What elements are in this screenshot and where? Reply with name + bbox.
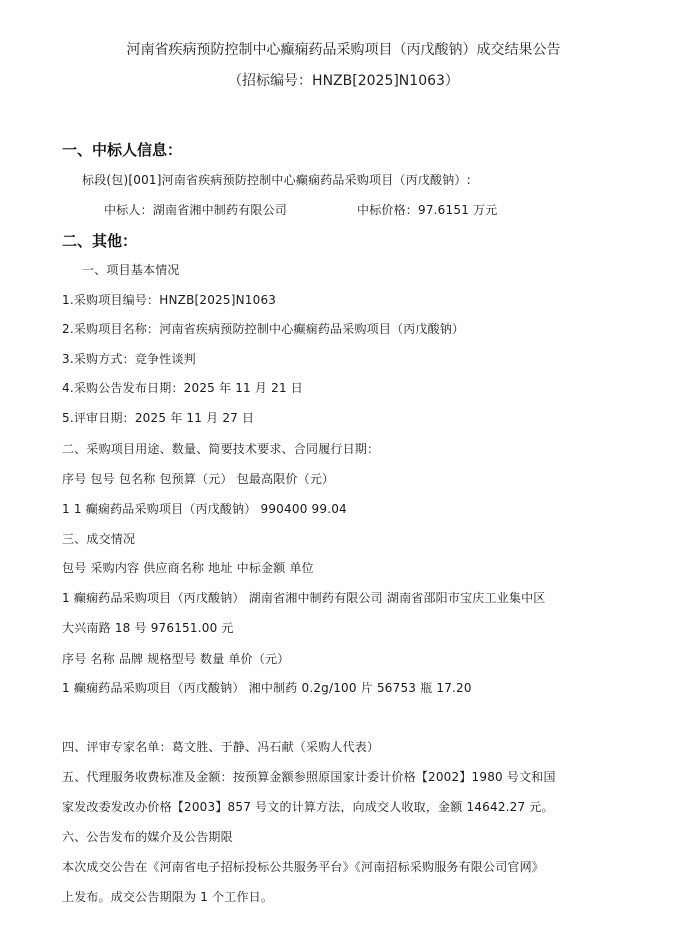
deal-table-header: 包号 采购内容 供应商名称 地址 中标金额 单位 bbox=[62, 561, 314, 575]
project-number: 1.采购项目编号：HNZB[2025]N1063 bbox=[62, 293, 277, 307]
review-date: 5.评审日期：2025 年 11 月 27 日 bbox=[62, 411, 255, 425]
expert-list: 四、评审专家名单：葛文胜、于静、冯石献（采购人代表） bbox=[62, 740, 380, 754]
deal-table-row: 1 癫痫药品采购项目（丙戊酸钠） 湖南省湘中制药有限公司 湖南省邵阳市宝庆工业集中区 bbox=[62, 591, 546, 605]
document-subtitle: （招标编号：HNZB[2025]N1063） bbox=[228, 73, 459, 89]
media-line1: 本次成交公告在《河南省电子招标投标公共服务平台》《河南招标采购服务有限公司官网》 bbox=[62, 860, 545, 874]
section-winner-heading: 一、中标人信息： bbox=[62, 141, 183, 159]
media-line2: 上发布。成交公告期限为 1 个工作日。 bbox=[62, 890, 274, 904]
winning-price: 中标价格：97.6151 万元 bbox=[357, 203, 498, 217]
media-heading: 六、公告发布的媒介及公告期限 bbox=[62, 830, 233, 844]
purpose-heading: 二、采购项目用途、数量、简要技术要求、合同履行日期： bbox=[62, 442, 380, 456]
deal-heading: 三、成交情况 bbox=[62, 532, 136, 546]
item-table-header: 序号 名称 品牌 规格型号 数量 单价（元） bbox=[62, 652, 290, 666]
basic-info-heading: 一、项目基本情况 bbox=[82, 263, 180, 277]
section-other-heading: 二、其他： bbox=[62, 232, 138, 250]
budget-table-header: 序号 包号 包名称 包预算（元） 包最高限价（元） bbox=[62, 472, 335, 486]
deal-table-row-cont: 大兴南路 18 号 976151.00 元 bbox=[62, 621, 234, 635]
document-title: 河南省疾病预防控制中心癫痫药品采购项目（丙戊酸钠）成交结果公告 bbox=[126, 42, 561, 58]
agency-fee-line1: 五、代理服务收费标准及金额：按预算金额参照原国家计委计价格【2002】1980 号文和国 bbox=[62, 770, 556, 784]
project-name: 2.采购项目名称：河南省疾病预防控制中心癫痫药品采购项目（丙戊酸钠） bbox=[62, 322, 465, 336]
budget-table-row: 1 1 癫痫药品采购项目（丙戊酸钠） 990400 99.04 bbox=[62, 502, 347, 516]
winner-name: 中标人：湖南省湘中制药有限公司 bbox=[104, 203, 288, 217]
item-table-row: 1 癫痫药品采购项目（丙戊酸钠） 湘中制药 0.2g/100 片 56753 瓶 17.20 bbox=[62, 681, 472, 695]
publish-date: 4.采购公告发布日期：2025 年 11 月 21 日 bbox=[62, 381, 304, 395]
lot-line: 标段(包)[001]河南省疾病预防控制中心癫痫药品采购项目（丙戊酸钠）: bbox=[82, 173, 471, 187]
agency-fee-line2: 家发改委发改办价格【2003】857 号文的计算方法，向成交人收取，金额 14642.27 元。 bbox=[62, 800, 554, 814]
procurement-method: 3.采购方式：竞争性谈判 bbox=[62, 352, 196, 366]
